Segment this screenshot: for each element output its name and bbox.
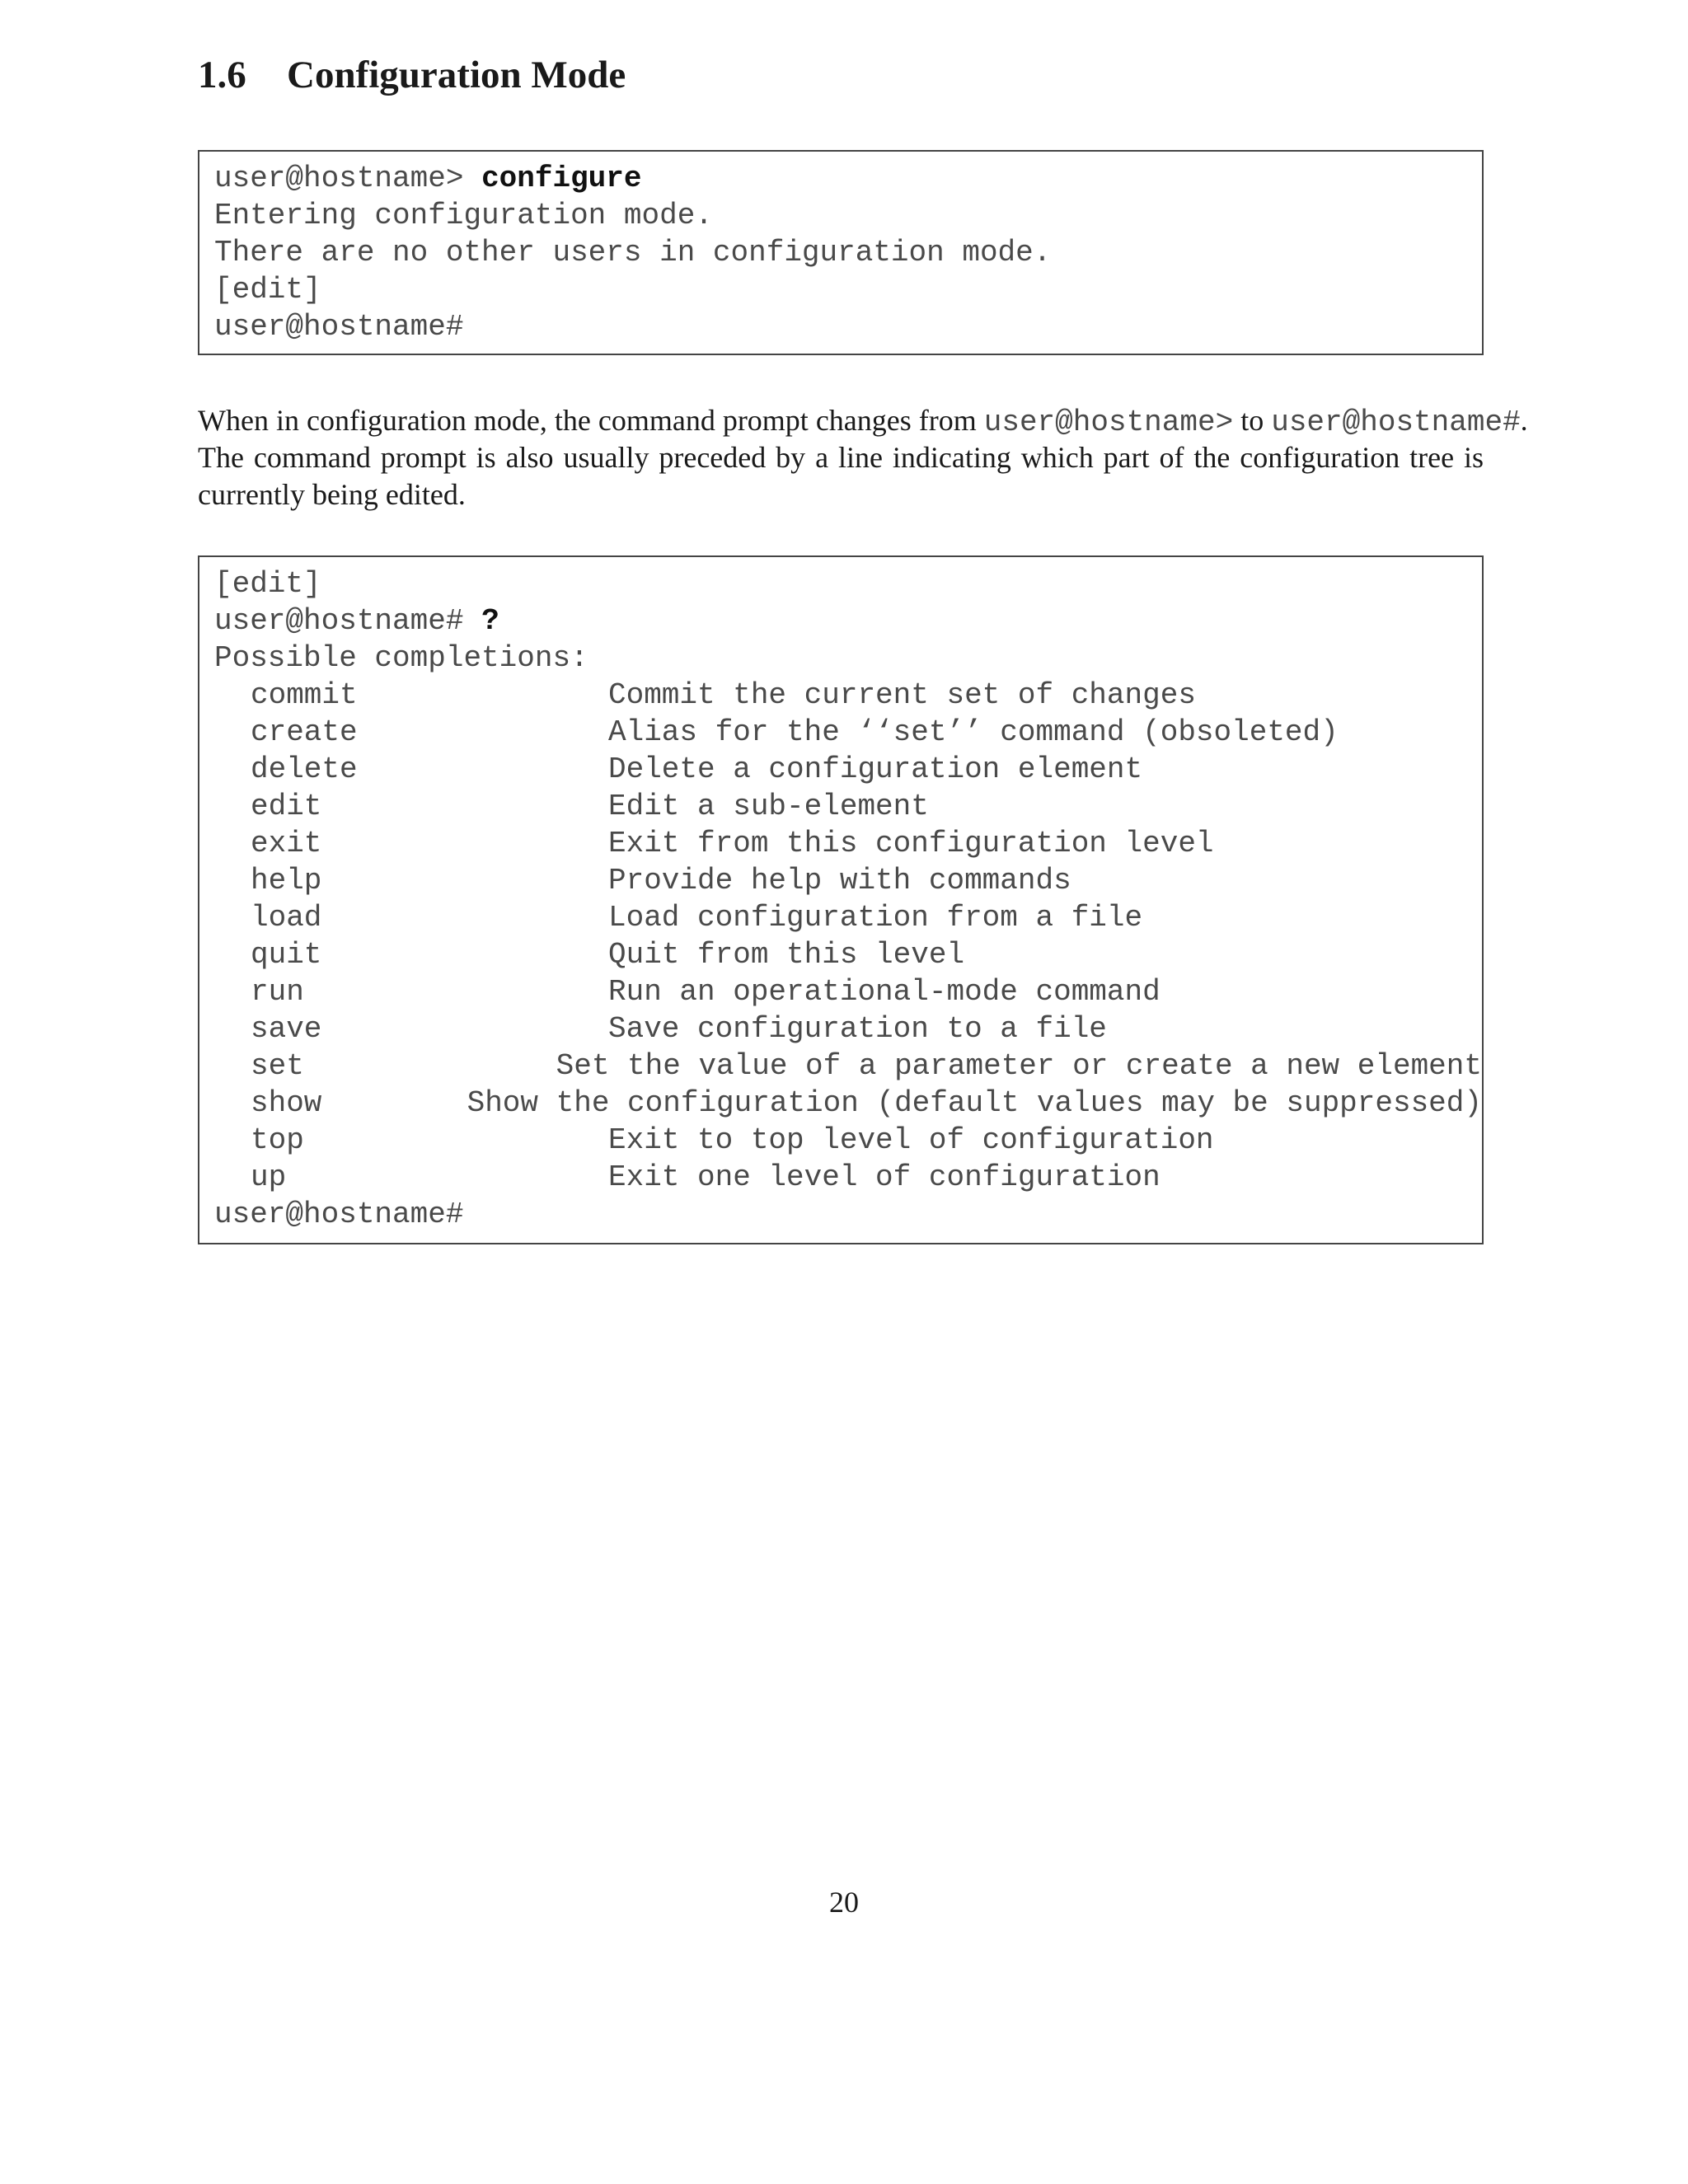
completion-name: up (251, 1160, 287, 1194)
completion-description: Exit to top level of configuration (608, 1123, 1214, 1157)
completion-name: edit (251, 790, 322, 823)
completion-description: Quit from this level (608, 938, 965, 972)
completion-description: Delete a configuration element (608, 752, 1143, 786)
completion-row (214, 973, 1482, 1010)
section-title: Configuration Mode (287, 54, 626, 96)
paragraph-text: to (1233, 404, 1272, 437)
code-block-completions (198, 555, 1484, 1244)
section-heading (198, 51, 626, 99)
completion-name: top (251, 1123, 304, 1157)
completion-description: Provide help with commands (608, 864, 1071, 898)
paragraph-text: . (1520, 404, 1528, 437)
completion-name: create (251, 715, 358, 749)
completion-description: Set the value of a parameter or create a new element (556, 1049, 1482, 1083)
inline-code-prompt-configuration: user@hostname# (1271, 405, 1521, 439)
code-line: There are no other users in configuration mode. (214, 236, 1052, 269)
code-line: Entering configuration mode. (214, 199, 713, 232)
paragraph-line-1 (198, 402, 1528, 439)
completion-description: Show the configuration (default values may be suppressed) (467, 1086, 1482, 1120)
code-lines (214, 565, 1482, 1233)
completion-description: Commit the current set of changes (608, 678, 1196, 712)
code-line-final-prompt: user@hostname# (214, 1197, 464, 1231)
completion-description: Edit a sub-element (608, 790, 929, 823)
code-line: [edit] (214, 273, 321, 307)
prompt-text: user@hostname> (214, 162, 482, 195)
prompt-text: user@hostname# (214, 604, 482, 638)
completion-row (214, 1047, 1482, 1085)
completions-header: Possible completions: (214, 641, 588, 675)
completion-description: Save configuration to a file (608, 1012, 1107, 1046)
completion-description: Run an operational-mode command (608, 975, 1160, 1009)
completion-description: Alias for the ‘‘set’’ command (obsoleted) (608, 715, 1339, 749)
completion-description: Exit from this configuration level (608, 827, 1214, 860)
completion-row (214, 1159, 1482, 1196)
paragraph-line-2: The command prompt is also usually preceded by a line indicating which part of the configuration tree is (198, 441, 1484, 474)
completion-row (214, 936, 1482, 973)
code-line: user@hostname# (214, 310, 464, 344)
completion-row (214, 1010, 1482, 1047)
code-line-prompt (214, 602, 1482, 640)
body-paragraph (198, 402, 1528, 513)
completion-name: help (251, 864, 322, 898)
completion-name: delete (251, 752, 358, 786)
section-number: 1.6 (198, 54, 246, 96)
command-text: ? (481, 604, 499, 638)
code-line-edit: [edit] (214, 567, 321, 601)
completion-row (214, 862, 1482, 899)
page-number: 20 (829, 1886, 859, 1919)
completion-row (214, 714, 1482, 751)
code-block-configure (198, 150, 1484, 355)
completion-row (214, 1122, 1482, 1159)
completion-row (214, 788, 1482, 825)
completion-name: quit (251, 938, 322, 972)
code-line-prompt (214, 160, 1482, 197)
completion-name: commit (251, 678, 358, 712)
inline-code-prompt-operational: user@hostname> (983, 405, 1234, 439)
code-lines (214, 160, 1482, 345)
paragraph-line-3: currently being edited. (198, 478, 466, 511)
completion-row (214, 1085, 1482, 1122)
completion-name: run (251, 975, 304, 1009)
paragraph-text: When in configuration mode, the command prompt changes from (198, 404, 984, 437)
command-text: configure (481, 162, 642, 195)
completion-name: set (251, 1049, 304, 1083)
completion-description: Exit one level of configuration (608, 1160, 1160, 1194)
completion-row (214, 825, 1482, 862)
completions-list (214, 677, 1482, 1196)
completion-row (214, 677, 1482, 714)
completion-row (214, 899, 1482, 936)
completion-name: exit (251, 827, 322, 860)
completion-description: Load configuration from a file (608, 901, 1143, 935)
completion-name: show (251, 1086, 322, 1120)
completion-name: save (251, 1012, 322, 1046)
completion-row (214, 751, 1482, 788)
completion-name: load (251, 901, 322, 935)
